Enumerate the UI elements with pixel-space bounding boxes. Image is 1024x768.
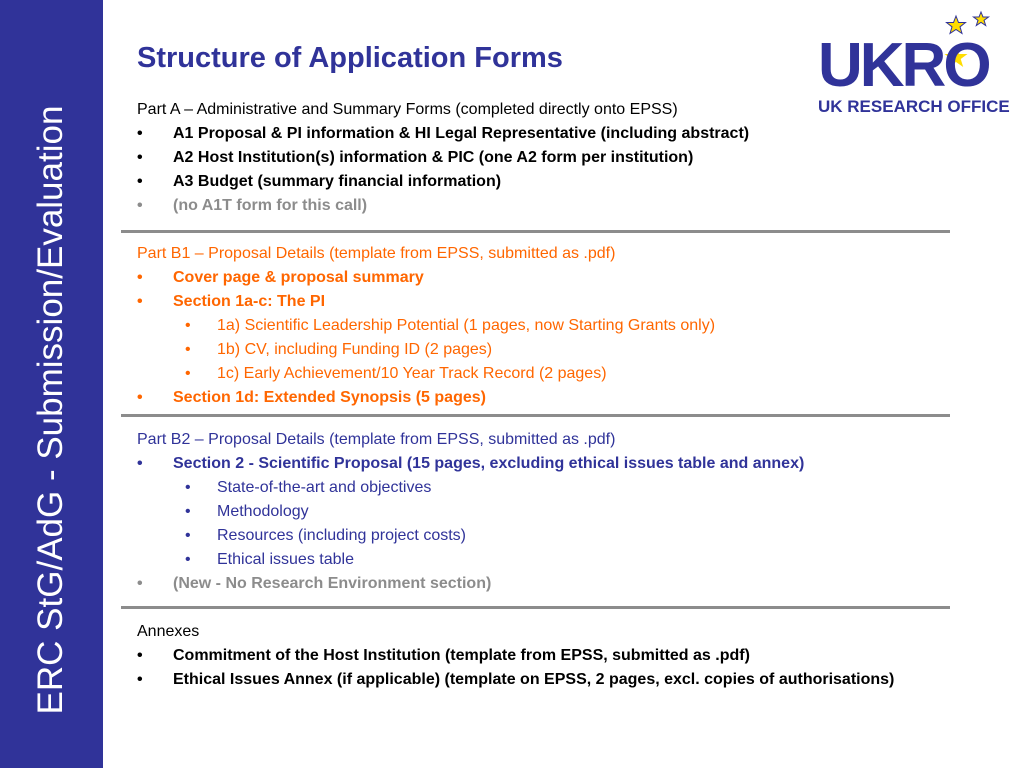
list-item: • A3 Budget (summary financial information) bbox=[137, 170, 997, 194]
bullet: • bbox=[137, 575, 143, 592]
bullet: • bbox=[137, 149, 143, 166]
section-divider bbox=[121, 230, 950, 233]
bullet: • bbox=[137, 125, 143, 142]
list-item: • A1 Proposal & PI information & HI Legal Representative (including abstract) bbox=[137, 122, 997, 146]
list-item: • A2 Host Institution(s) information & PIC (one A2 form per institution) bbox=[137, 146, 997, 170]
sub-list-item: • Resources (including project costs) bbox=[137, 524, 997, 548]
sub-list-item: • State-of-the-art and objectives bbox=[137, 476, 997, 500]
bullet: • bbox=[137, 293, 143, 310]
part-a-header: Part A – Administrative and Summary Forms (completed directly onto EPSS) bbox=[137, 101, 678, 118]
list-item-note: • (no A1T form for this call) bbox=[137, 194, 997, 218]
bullet: • bbox=[185, 479, 191, 496]
section-divider bbox=[121, 414, 950, 417]
list-item: • Ethical Issues Annex (if applicable) (template on EPSS, 2 pages, excl. copies of authorisations) bbox=[137, 668, 937, 692]
section-divider bbox=[121, 606, 950, 609]
bullet: • bbox=[137, 389, 143, 406]
sub-list-item: • Ethical issues table bbox=[137, 548, 997, 572]
page-title: Structure of Application Forms bbox=[137, 42, 563, 74]
sub-list-item: • 1c) Early Achievement/10 Year Track Record (2 pages) bbox=[137, 362, 997, 386]
list-item: • Commitment of the Host Institution (template from EPSS, submitted as .pdf) bbox=[137, 644, 937, 668]
bullet: • bbox=[185, 527, 191, 544]
part-a-section bbox=[137, 98, 997, 218]
bullet: • bbox=[137, 647, 143, 664]
bullet: • bbox=[137, 671, 143, 688]
list-item: • Section 1d: Extended Synopsis (5 pages) bbox=[137, 386, 997, 410]
bullet: • bbox=[185, 365, 191, 382]
sub-list-item: • Methodology bbox=[137, 500, 997, 524]
bullet: • bbox=[185, 341, 191, 358]
sidebar-title: ERC StG/AdG - Submission/Evaluation bbox=[31, 105, 70, 715]
bullet: • bbox=[185, 503, 191, 520]
bullet: • bbox=[185, 551, 191, 568]
sidebar bbox=[0, 0, 103, 768]
list-item: • Cover page & proposal summary bbox=[137, 266, 997, 290]
bullet: • bbox=[137, 455, 143, 472]
part-b2-section bbox=[137, 428, 997, 596]
part-b1-header: Part B1 – Proposal Details (template from EPSS, submitted as .pdf) bbox=[137, 245, 616, 262]
list-item-note: • (New - No Research Environment section) bbox=[137, 572, 997, 596]
bullet: • bbox=[137, 269, 143, 286]
logo-subtitle: UK RESEARCH OFFICE bbox=[818, 97, 1010, 116]
annexes-header: Annexes bbox=[137, 623, 200, 640]
sub-list-item: • 1a) Scientific Leadership Potential (1 pages, now Starting Grants only) bbox=[137, 314, 997, 338]
annexes-section bbox=[137, 620, 937, 692]
bullet: • bbox=[185, 317, 191, 334]
list-item: • Section 2 - Scientific Proposal (15 pages, excluding ethical issues table and annex) bbox=[137, 452, 997, 476]
part-b2-header: Part B2 – Proposal Details (template from EPSS, submitted as .pdf) bbox=[137, 431, 616, 448]
logo-wordmark: UKRO bbox=[818, 31, 989, 100]
part-b1-section bbox=[137, 242, 997, 410]
bullet: • bbox=[137, 197, 143, 214]
list-item: • Section 1a-c: The PI bbox=[137, 290, 997, 314]
sub-list-item: • 1b) CV, including Funding ID (2 pages) bbox=[137, 338, 997, 362]
bullet: • bbox=[137, 173, 143, 190]
